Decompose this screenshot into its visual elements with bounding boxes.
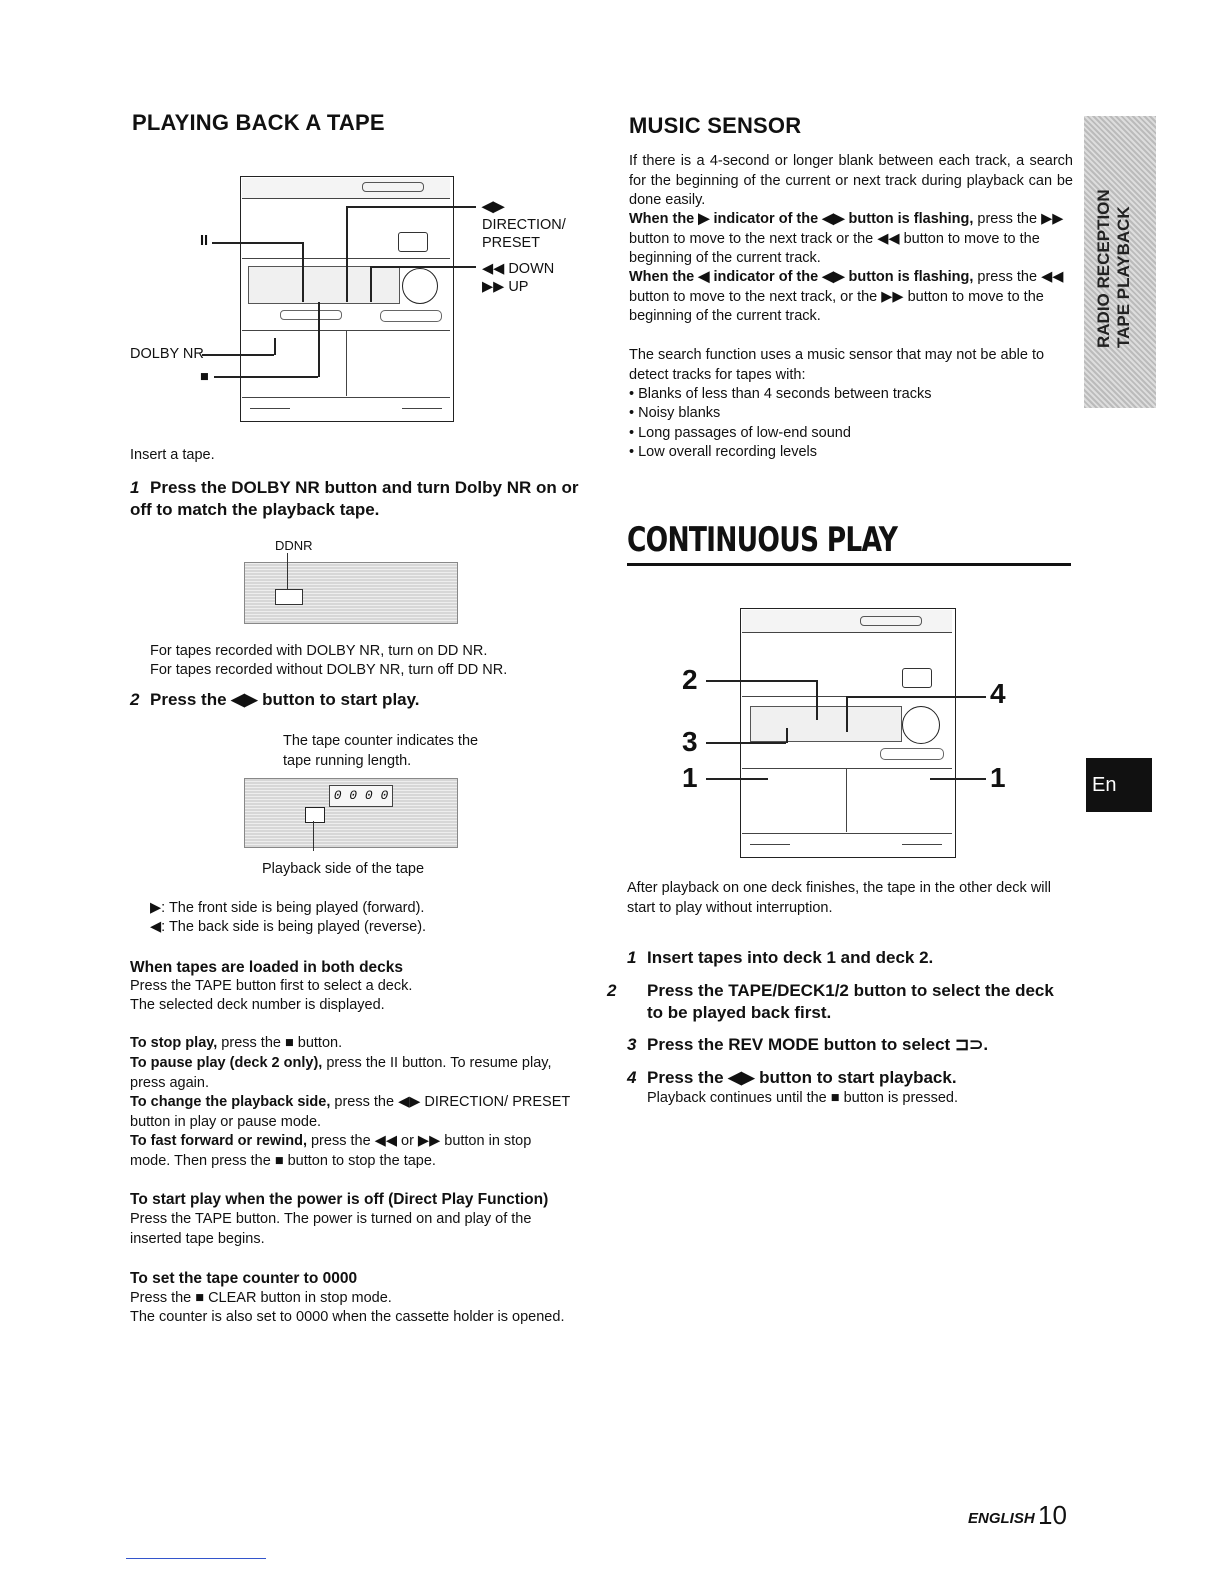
- side-tab-radio: RADIO RECEPTION: [1094, 189, 1113, 348]
- language-tab: En: [1086, 758, 1152, 812]
- insert-tape-text: Insert a tape.: [130, 447, 215, 463]
- ff-rewind-instruction: To fast forward or rewind, press the ◀◀ or ▶▶ button in stop mode. Then press the ■ button to stop the tape.: [130, 1133, 532, 1169]
- counter-display-illustration: [244, 778, 458, 848]
- callout-4: 4: [990, 678, 1006, 709]
- counter-reset-line2: The counter is also set to 0000 when the cassette holder is opened.: [130, 1309, 565, 1325]
- dolby-display-illustration: [244, 562, 458, 624]
- direction-arrows: ◀▶: [482, 199, 505, 215]
- step-2-play: 2 Press the ◀▶ button to start play.: [130, 690, 420, 709]
- both-decks-line2: The selected deck number is displayed.: [130, 997, 385, 1013]
- footer-rule: [126, 1558, 266, 1559]
- both-decks-line1: Press the TAPE button first to select a deck.: [130, 978, 413, 994]
- footer-language: ENGLISH: [968, 1510, 1035, 1527]
- preset-label: PRESET: [482, 235, 541, 251]
- counter-readout: 0 0 0 0: [329, 785, 393, 807]
- callout-1-left: 1: [682, 762, 698, 793]
- direct-play-title: To start play when the power is off (Direct Play Function): [130, 1191, 549, 1208]
- side-tab-tape: TAPE PLAYBACK: [1114, 206, 1133, 348]
- bullet-3: • Long passages of low-end sound: [629, 425, 851, 441]
- music-sensor-intro: If there is a 4-second or longer blank between each track, a search for the beginning of the current or next track during playback can be done easily.: [629, 153, 1073, 208]
- direct-play-text: Press the TAPE button. The power is turned on and play of the inserted tape begins.: [130, 1211, 532, 1247]
- dolby-note-off: For tapes recorded without DOLBY NR, turn off DD NR.: [150, 662, 508, 678]
- cp-step-1: 1 Insert tapes into deck 1 and deck 2.: [627, 948, 934, 967]
- search-note: The search function uses a music sensor that may not be able to detect tracks for tapes with:: [629, 347, 1045, 383]
- playback-side-caption: Playback side of the tape: [262, 861, 425, 877]
- change-side-instruction: To change the playback side, press the ◀▶ DIRECTION/ PRESET button in play or pause mode.: [130, 1094, 570, 1130]
- continuous-play-diagram: [680, 608, 1020, 864]
- cp-step-4: 4 Press the ◀▶ button to start playback.: [627, 1068, 957, 1087]
- up-label: ▶▶ UP: [482, 279, 529, 295]
- page-number: 10: [1038, 1500, 1067, 1530]
- dolby-label: DOLBY NR: [130, 346, 204, 362]
- callout-2: 2: [682, 664, 698, 695]
- counter-reset-line1: Press the ■ CLEAR button in stop mode.: [130, 1290, 392, 1306]
- step-1-dolby: 1 Press the DOLBY NR button and turn Dolby NR on or off to match the playback tape.: [130, 478, 579, 519]
- pause-instruction: To pause play (deck 2 only), press the II button. To resume play, press again.: [130, 1055, 552, 1091]
- stop-symbol: ■: [200, 369, 209, 385]
- continuous-play-heading: CONTINUOUS PLAY: [627, 520, 898, 560]
- down-label: ◀◀ DOWN: [482, 261, 555, 277]
- cp-step-2: 2 Press the TAPE/DECK1/2 button to select the deck to be played back first.: [607, 981, 1054, 1022]
- bullet-4: • Low overall recording levels: [629, 444, 818, 460]
- section-heading-music-sensor: MUSIC SENSOR: [629, 113, 802, 138]
- continuous-play-description: After playback on one deck finishes, the tape in the other deck will start to play without interruption.: [627, 880, 1051, 916]
- section-heading-playing-back: PLAYING BACK A TAPE: [132, 110, 385, 135]
- stereo-diagram: [130, 170, 580, 430]
- callout-3: 3: [682, 726, 698, 757]
- section-side-tab: [1084, 116, 1156, 408]
- cp-step-3: 3 Press the REV MODE button to select ⊐⊃.: [627, 1035, 989, 1054]
- dolby-note-on: For tapes recorded with DOLBY NR, turn on DD NR.: [150, 643, 488, 659]
- music-sensor-forward: When the ▶ indicator of the ◀▶ button is flashing, press the ▶▶ button to move to the next track or the ◀◀ button to move to the beginning of the current track.: [629, 211, 1064, 266]
- bullet-1: • Blanks of less than 4 seconds between tracks: [629, 386, 932, 402]
- counter-reset-title: To set the tape counter to 0000: [130, 1270, 358, 1287]
- music-sensor-reverse: When the ◀ indicator of the ◀▶ button is flashing, press the ◀◀ button to move to the next track, or the ▶▶ button to move to the beginning of the current track.: [629, 269, 1064, 324]
- pause-symbol: II: [200, 233, 209, 249]
- callout-1-right: 1: [990, 762, 1006, 793]
- reverse-legend: ◀: The back side is being played (reverse).: [150, 919, 427, 935]
- cp-step-4-note: Playback continues until the ■ button is pressed.: [647, 1090, 959, 1106]
- direction-label: DIRECTION/: [482, 217, 566, 233]
- stop-instruction: To stop play, press the ■ button.: [130, 1035, 343, 1051]
- both-decks-title: When tapes are loaded in both decks: [130, 959, 404, 976]
- forward-legend: ▶: The front side is being played (forward).: [150, 900, 425, 916]
- bullet-2: • Noisy blanks: [629, 405, 721, 421]
- heading-rule: [627, 563, 1071, 566]
- dnr-label: DDNR: [275, 538, 313, 553]
- counter-note: The tape counter indicates the tape running length.: [283, 733, 479, 769]
